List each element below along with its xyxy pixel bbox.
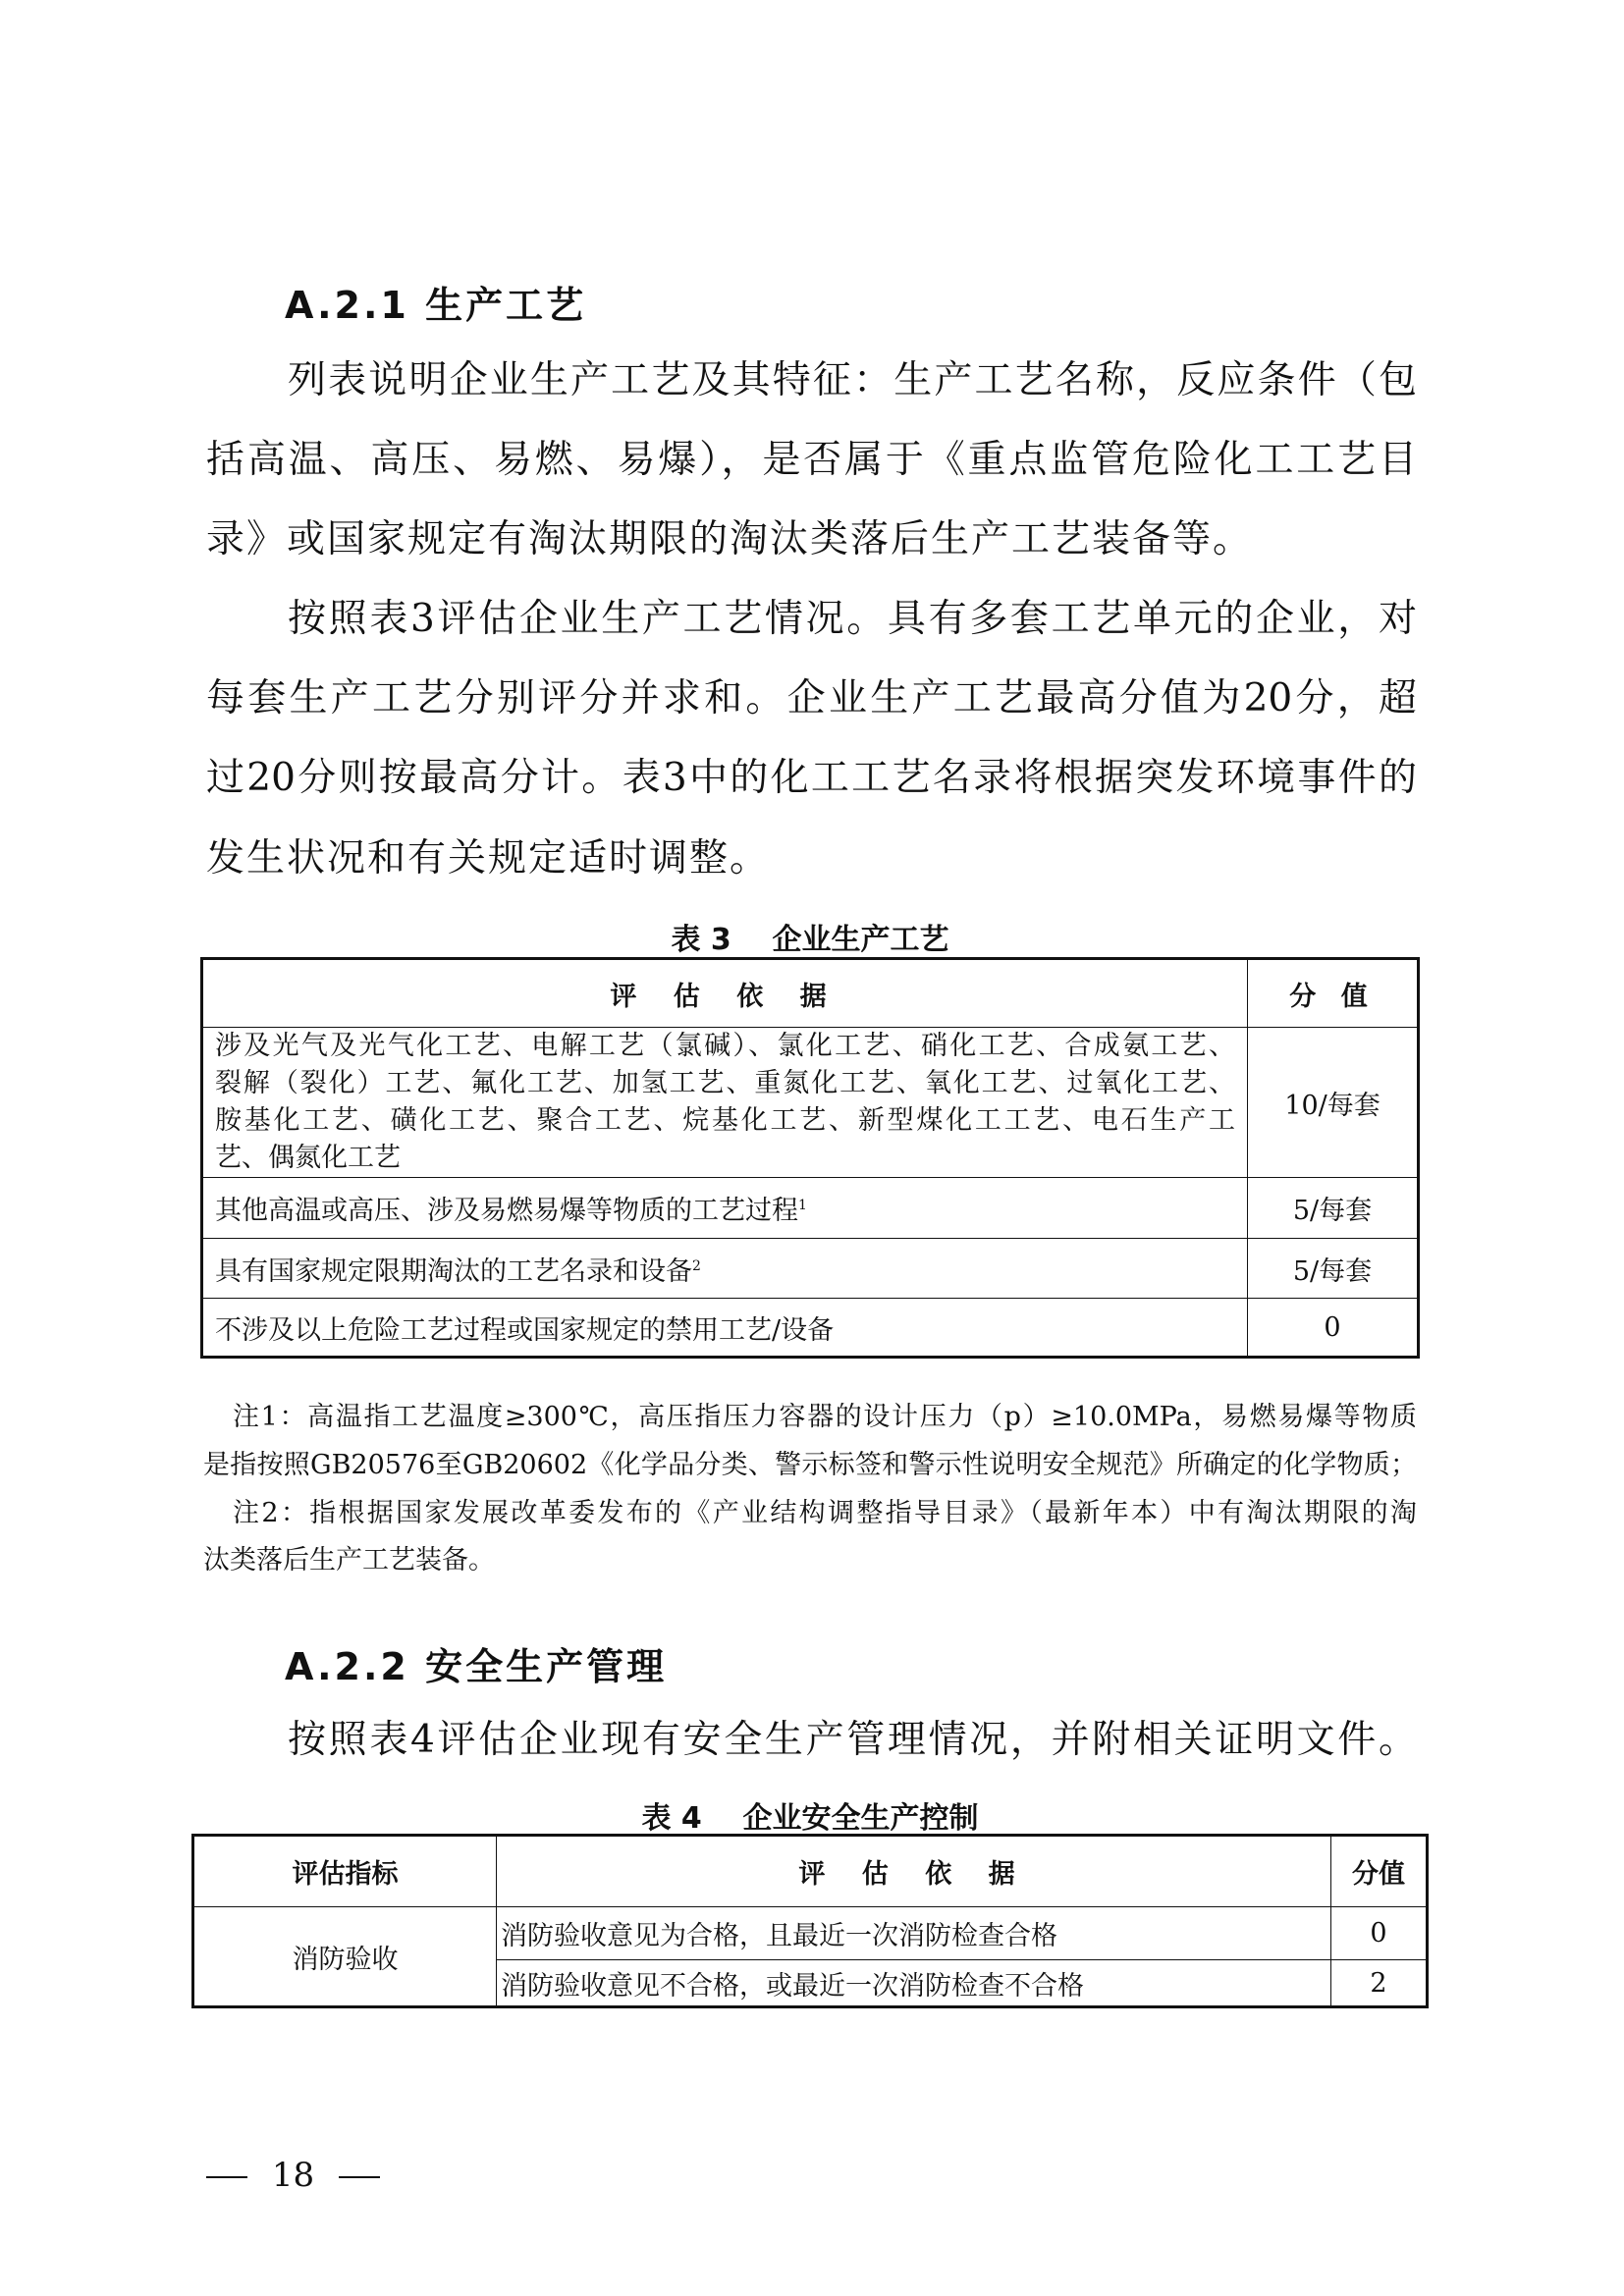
table4-caption: 表 4 企业安全生产控制 — [641, 1801, 979, 1836]
dash-right — [339, 2176, 380, 2178]
basis-cell — [202, 1239, 1248, 1299]
cell-line: 艺、偶氮化工艺 — [215, 1143, 401, 1173]
table3 — [200, 957, 1420, 1359]
paragraph-3: 按照表4评估企业现有安全生产管理情况，并附相关证明文件。 — [288, 1718, 1417, 1762]
basis-cell: 消防验收意见不合格，或最近一次消防检查不合格 — [497, 1960, 1331, 2007]
basis-text: 具有国家规定限期淘汰的工艺名录和设备 — [215, 1255, 692, 1287]
score-cell: 5/每套 — [1248, 1178, 1419, 1239]
paragraph-line: 发生状况和有关规定适时调整。 — [206, 836, 771, 881]
note-line: 注2：指根据国家发展改革委发布的《产业结构调整指导目录》（最新年本）中有淘汰期限的淘 — [233, 1498, 1417, 1528]
note-line: 注1：高温指工艺温度≥300℃，高压指压力容器的设计压力（p）≥10.0MPa，易燃易爆等物质 — [233, 1402, 1417, 1432]
dash-left — [206, 2176, 247, 2178]
note-line: 汰类落后生产工艺装备。 — [203, 1545, 495, 1575]
table3-caption: 表 3 企业生产工艺 — [671, 923, 949, 957]
page-number: 18 — [271, 2156, 315, 2195]
column-header-basis: 评 估 依 据 — [202, 959, 1248, 1028]
paragraph-line: 列表说明企业生产工艺及其特征：生产工艺名称，反应条件（包 — [288, 358, 1417, 402]
column-header-score: 分值 — [1331, 1836, 1428, 1907]
paragraph-line: 按照表3评估企业生产工艺情况。具有多套工艺单元的企业，对 — [288, 597, 1417, 641]
basis-cell — [202, 1178, 1248, 1239]
table-row — [193, 1907, 1428, 1960]
footnote-ref: 2 — [692, 1257, 701, 1274]
score-cell: 10/每套 — [1248, 1028, 1419, 1178]
basis-cell — [202, 1028, 1248, 1178]
paragraph-line: 录》或国家规定有淘汰期限的淘汰类落后生产工艺装备等。 — [206, 517, 1254, 561]
table-row — [202, 1178, 1419, 1239]
score-cell: 5/每套 — [1248, 1239, 1419, 1299]
table4 — [191, 1834, 1429, 2008]
column-header-basis: 评 估 依 据 — [497, 1836, 1331, 1907]
section-heading-a22: A.2.2 安全生产管理 — [285, 1645, 668, 1688]
section-heading-a21: A.2.1 生产工艺 — [285, 284, 587, 327]
table-row — [202, 1299, 1419, 1358]
table-header-row — [193, 1836, 1428, 1907]
basis-text: 其他高温或高压、涉及易燃易爆等物质的工艺过程 — [215, 1196, 798, 1226]
score-cell: 2 — [1331, 1960, 1428, 2007]
score-cell: 0 — [1248, 1299, 1419, 1358]
paragraph-line: 过20分则按最高分计。表3中的化工工艺名录将根据突发环境事件的 — [206, 756, 1417, 800]
basis-cell: 不涉及以上危险工艺过程或国家规定的禁用工艺/设备 — [202, 1299, 1248, 1358]
cell-line: 胺基化工艺、磺化工艺、聚合工艺、烷基化工艺、新型煤化工工艺、电石生产工 — [215, 1105, 1235, 1136]
page-footer — [206, 2154, 380, 2197]
cell-line: 涉及光气及光气化工艺、电解工艺（氯碱）、氯化工艺、硝化工艺、合成氨工艺、 — [215, 1031, 1235, 1061]
table-row — [202, 1028, 1419, 1178]
indicator-cell: 消防验收 — [193, 1907, 497, 2007]
cell-line: 裂解（裂化）工艺、氟化工艺、加氢工艺、重氮化工艺、氧化工艺、过氧化工艺、 — [215, 1068, 1235, 1098]
basis-cell: 消防验收意见为合格，且最近一次消防检查合格 — [497, 1907, 1331, 1960]
note-line: 是指按照GB20576至GB20602《化学品分类、警示标签和警示性说明安全规范》所确定的化学物质； — [203, 1450, 1417, 1480]
score-cell: 0 — [1331, 1907, 1428, 1960]
paragraph-line: 每套生产工艺分别评分并求和。企业生产工艺最高分值为20分，超 — [206, 676, 1417, 721]
table-header-row — [202, 959, 1419, 1028]
column-header-score: 分 值 — [1248, 959, 1419, 1028]
table-row — [202, 1239, 1419, 1299]
paragraph-line: 括高温、高压、易燃、易爆），是否属于《重点监管危险化工工艺目 — [206, 438, 1417, 482]
column-header-indicator: 评估指标 — [193, 1836, 497, 1907]
footnote-ref: 1 — [798, 1198, 807, 1213]
